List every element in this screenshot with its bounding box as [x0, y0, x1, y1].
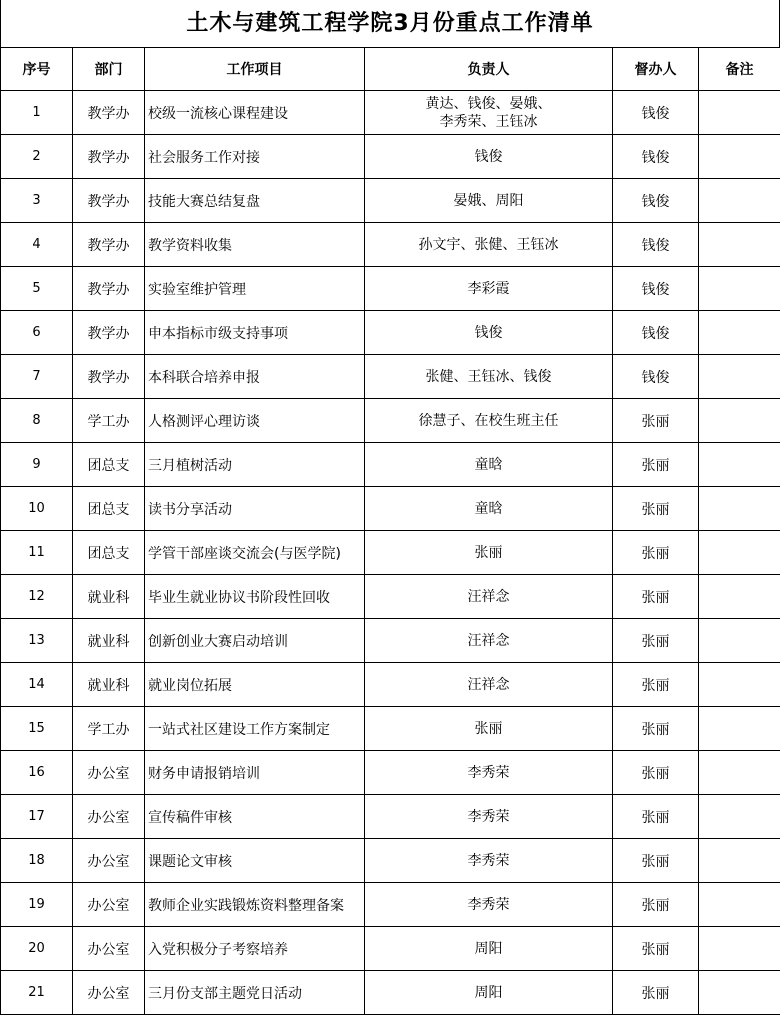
table-row — [1, 487, 780, 531]
cell-task[interactable]: 教师企业实践锻炼资料整理备案 — [145, 883, 365, 927]
table-row — [1, 883, 780, 927]
header-row — [1, 48, 780, 91]
cell-note[interactable] — [699, 971, 780, 1015]
cell-person[interactable]: 徐慧子、在校生班主任 — [365, 399, 613, 443]
cell-supervisor[interactable]: 张丽 — [613, 707, 699, 751]
cell-task[interactable]: 一站式社区建设工作方案制定 — [145, 707, 365, 751]
table-row — [1, 223, 780, 267]
cell-note[interactable] — [699, 707, 780, 751]
work-list-table — [0, 47, 780, 1015]
cell-note[interactable] — [699, 179, 780, 223]
cell-no[interactable]: 11 — [1, 531, 73, 575]
cell-supervisor[interactable]: 张丽 — [613, 399, 699, 443]
cell-task[interactable]: 入党积极分子考察培养 — [145, 927, 365, 971]
table-row — [1, 663, 780, 707]
table-row — [1, 707, 780, 751]
cell-no[interactable]: 12 — [1, 575, 73, 619]
header-dept[interactable]: 部门 — [73, 48, 145, 91]
cell-no[interactable]: 4 — [1, 223, 73, 267]
cell-supervisor[interactable]: 张丽 — [613, 927, 699, 971]
cell-dept[interactable]: 教学办 — [73, 311, 145, 355]
cell-dept[interactable]: 就业科 — [73, 575, 145, 619]
cell-task[interactable]: 人格测评心理访谈 — [145, 399, 365, 443]
cell-dept[interactable]: 就业科 — [73, 619, 145, 663]
header-person[interactable]: 负责人 — [365, 48, 613, 91]
table-row — [1, 179, 780, 223]
cell-note[interactable] — [699, 135, 780, 179]
cell-no[interactable]: 19 — [1, 883, 73, 927]
cell-person[interactable]: 周阳 — [365, 927, 613, 971]
cell-task[interactable]: 毕业生就业协议书阶段性回收 — [145, 575, 365, 619]
cell-dept[interactable]: 办公室 — [73, 839, 145, 883]
cell-person[interactable]: 童晗 — [365, 487, 613, 531]
cell-task[interactable]: 课题论文审核 — [145, 839, 365, 883]
cell-task[interactable]: 申本指标市级支持事项 — [145, 311, 365, 355]
cell-person[interactable]: 李秀荣 — [365, 883, 613, 927]
cell-note[interactable] — [699, 663, 780, 707]
cell-supervisor[interactable]: 张丽 — [613, 443, 699, 487]
cell-note[interactable] — [699, 223, 780, 267]
cell-person[interactable]: 李秀荣 — [365, 839, 613, 883]
cell-dept[interactable]: 就业科 — [73, 663, 145, 707]
cell-no[interactable]: 18 — [1, 839, 73, 883]
cell-note[interactable] — [699, 751, 780, 795]
cell-note[interactable] — [699, 443, 780, 487]
cell-note[interactable] — [699, 927, 780, 971]
table-body — [1, 91, 780, 1015]
table-row — [1, 531, 780, 575]
cell-supervisor[interactable]: 张丽 — [613, 487, 699, 531]
cell-task[interactable]: 教学资料收集 — [145, 223, 365, 267]
cell-no[interactable]: 17 — [1, 795, 73, 839]
cell-task[interactable]: 财务申请报销培训 — [145, 751, 365, 795]
table-row — [1, 91, 780, 135]
cell-no[interactable]: 1 — [1, 91, 73, 135]
cell-person[interactable]: 张丽 — [365, 531, 613, 575]
cell-supervisor[interactable]: 钱俊 — [613, 311, 699, 355]
cell-note[interactable] — [699, 531, 780, 575]
table-row — [1, 443, 780, 487]
cell-dept[interactable]: 办公室 — [73, 751, 145, 795]
cell-dept[interactable]: 教学办 — [73, 267, 145, 311]
cell-no[interactable]: 13 — [1, 619, 73, 663]
cell-person[interactable]: 李秀荣 — [365, 751, 613, 795]
cell-supervisor[interactable]: 钱俊 — [613, 223, 699, 267]
cell-note[interactable] — [699, 619, 780, 663]
cell-dept[interactable]: 团总支 — [73, 487, 145, 531]
cell-note[interactable] — [699, 355, 780, 399]
table-row — [1, 971, 780, 1015]
cell-note[interactable] — [699, 883, 780, 927]
cell-person[interactable]: 晏娥、周阳 — [365, 179, 613, 223]
cell-task[interactable]: 本科联合培养申报 — [145, 355, 365, 399]
cell-person[interactable]: 汪祥念 — [365, 575, 613, 619]
cell-person[interactable]: 汪祥念 — [365, 619, 613, 663]
table-row — [1, 267, 780, 311]
cell-note[interactable] — [699, 839, 780, 883]
header-note[interactable]: 备注 — [699, 48, 780, 91]
cell-person[interactable]: 孙文宇、张健、王钰冰 — [365, 223, 613, 267]
cell-no[interactable]: 10 — [1, 487, 73, 531]
cell-supervisor[interactable]: 张丽 — [613, 839, 699, 883]
cell-supervisor[interactable]: 张丽 — [613, 751, 699, 795]
cell-dept[interactable]: 学工办 — [73, 399, 145, 443]
cell-supervisor[interactable]: 钱俊 — [613, 267, 699, 311]
cell-dept[interactable]: 团总支 — [73, 531, 145, 575]
cell-task[interactable]: 校级一流核心课程建设 — [145, 91, 365, 135]
cell-note[interactable] — [699, 795, 780, 839]
cell-person[interactable]: 张健、王钰冰、钱俊 — [365, 355, 613, 399]
cell-note[interactable] — [699, 487, 780, 531]
cell-note[interactable] — [699, 575, 780, 619]
sheet-title: 土木与建筑工程学院3月份重点工作清单 — [0, 0, 780, 47]
cell-supervisor[interactable]: 张丽 — [613, 971, 699, 1015]
cell-dept[interactable]: 教学办 — [73, 223, 145, 267]
cell-person[interactable]: 钱俊 — [365, 311, 613, 355]
cell-task[interactable]: 创新创业大赛启动培训 — [145, 619, 365, 663]
cell-no[interactable]: 16 — [1, 751, 73, 795]
cell-person[interactable]: 钱俊 — [365, 135, 613, 179]
cell-no[interactable]: 15 — [1, 707, 73, 751]
cell-no[interactable]: 14 — [1, 663, 73, 707]
cell-person[interactable]: 张丽 — [365, 707, 613, 751]
cell-supervisor[interactable]: 钱俊 — [613, 91, 699, 135]
cell-supervisor[interactable]: 张丽 — [613, 531, 699, 575]
cell-no[interactable]: 8 — [1, 399, 73, 443]
cell-task[interactable]: 实验室维护管理 — [145, 267, 365, 311]
cell-supervisor[interactable]: 张丽 — [613, 663, 699, 707]
cell-person[interactable]: 周阳 — [365, 971, 613, 1015]
cell-no[interactable]: 2 — [1, 135, 73, 179]
cell-person[interactable]: 李秀荣 — [365, 795, 613, 839]
table-row — [1, 399, 780, 443]
cell-no[interactable]: 7 — [1, 355, 73, 399]
table-row — [1, 355, 780, 399]
cell-dept[interactable]: 办公室 — [73, 795, 145, 839]
header-no[interactable]: 序号 — [1, 48, 73, 91]
cell-supervisor[interactable]: 钱俊 — [613, 355, 699, 399]
cell-note[interactable] — [699, 91, 780, 135]
cell-dept[interactable]: 团总支 — [73, 443, 145, 487]
cell-task[interactable]: 三月份支部主题党日活动 — [145, 971, 365, 1015]
cell-task[interactable]: 学管干部座谈交流会(与医学院) — [145, 531, 365, 575]
cell-person[interactable]: 汪祥念 — [365, 663, 613, 707]
table-row — [1, 575, 780, 619]
table-row — [1, 619, 780, 663]
cell-person[interactable]: 黄达、钱俊、晏娥、 李秀荣、王钰冰 — [365, 91, 613, 135]
cell-person[interactable]: 李彩霞 — [365, 267, 613, 311]
cell-person[interactable]: 童晗 — [365, 443, 613, 487]
cell-no[interactable]: 6 — [1, 311, 73, 355]
cell-no[interactable]: 3 — [1, 179, 73, 223]
cell-task[interactable]: 社会服务工作对接 — [145, 135, 365, 179]
cell-task[interactable]: 就业岗位拓展 — [145, 663, 365, 707]
cell-dept[interactable]: 办公室 — [73, 971, 145, 1015]
table-row — [1, 927, 780, 971]
cell-dept[interactable]: 办公室 — [73, 927, 145, 971]
cell-no[interactable]: 21 — [1, 971, 73, 1015]
cell-supervisor[interactable]: 钱俊 — [613, 179, 699, 223]
cell-supervisor[interactable]: 张丽 — [613, 795, 699, 839]
cell-dept[interactable]: 办公室 — [73, 883, 145, 927]
table-row — [1, 311, 780, 355]
header-supervisor[interactable]: 督办人 — [613, 48, 699, 91]
cell-note[interactable] — [699, 267, 780, 311]
cell-task[interactable]: 读书分享活动 — [145, 487, 365, 531]
cell-no[interactable]: 20 — [1, 927, 73, 971]
table-row — [1, 135, 780, 179]
table-row — [1, 839, 780, 883]
header-task[interactable]: 工作项目 — [145, 48, 365, 91]
cell-supervisor[interactable]: 张丽 — [613, 619, 699, 663]
cell-note[interactable] — [699, 399, 780, 443]
cell-note[interactable] — [699, 311, 780, 355]
cell-dept[interactable]: 教学办 — [73, 179, 145, 223]
cell-dept[interactable]: 教学办 — [73, 91, 145, 135]
table-row — [1, 751, 780, 795]
cell-dept[interactable]: 教学办 — [73, 355, 145, 399]
table-row — [1, 795, 780, 839]
cell-no[interactable]: 9 — [1, 443, 73, 487]
cell-no[interactable]: 5 — [1, 267, 73, 311]
cell-supervisor[interactable]: 张丽 — [613, 575, 699, 619]
cell-task[interactable]: 宣传稿件审核 — [145, 795, 365, 839]
cell-supervisor[interactable]: 钱俊 — [613, 135, 699, 179]
cell-task[interactable]: 三月植树活动 — [145, 443, 365, 487]
cell-supervisor[interactable]: 张丽 — [613, 883, 699, 927]
cell-dept[interactable]: 学工办 — [73, 707, 145, 751]
cell-task[interactable]: 技能大赛总结复盘 — [145, 179, 365, 223]
cell-dept[interactable]: 教学办 — [73, 135, 145, 179]
